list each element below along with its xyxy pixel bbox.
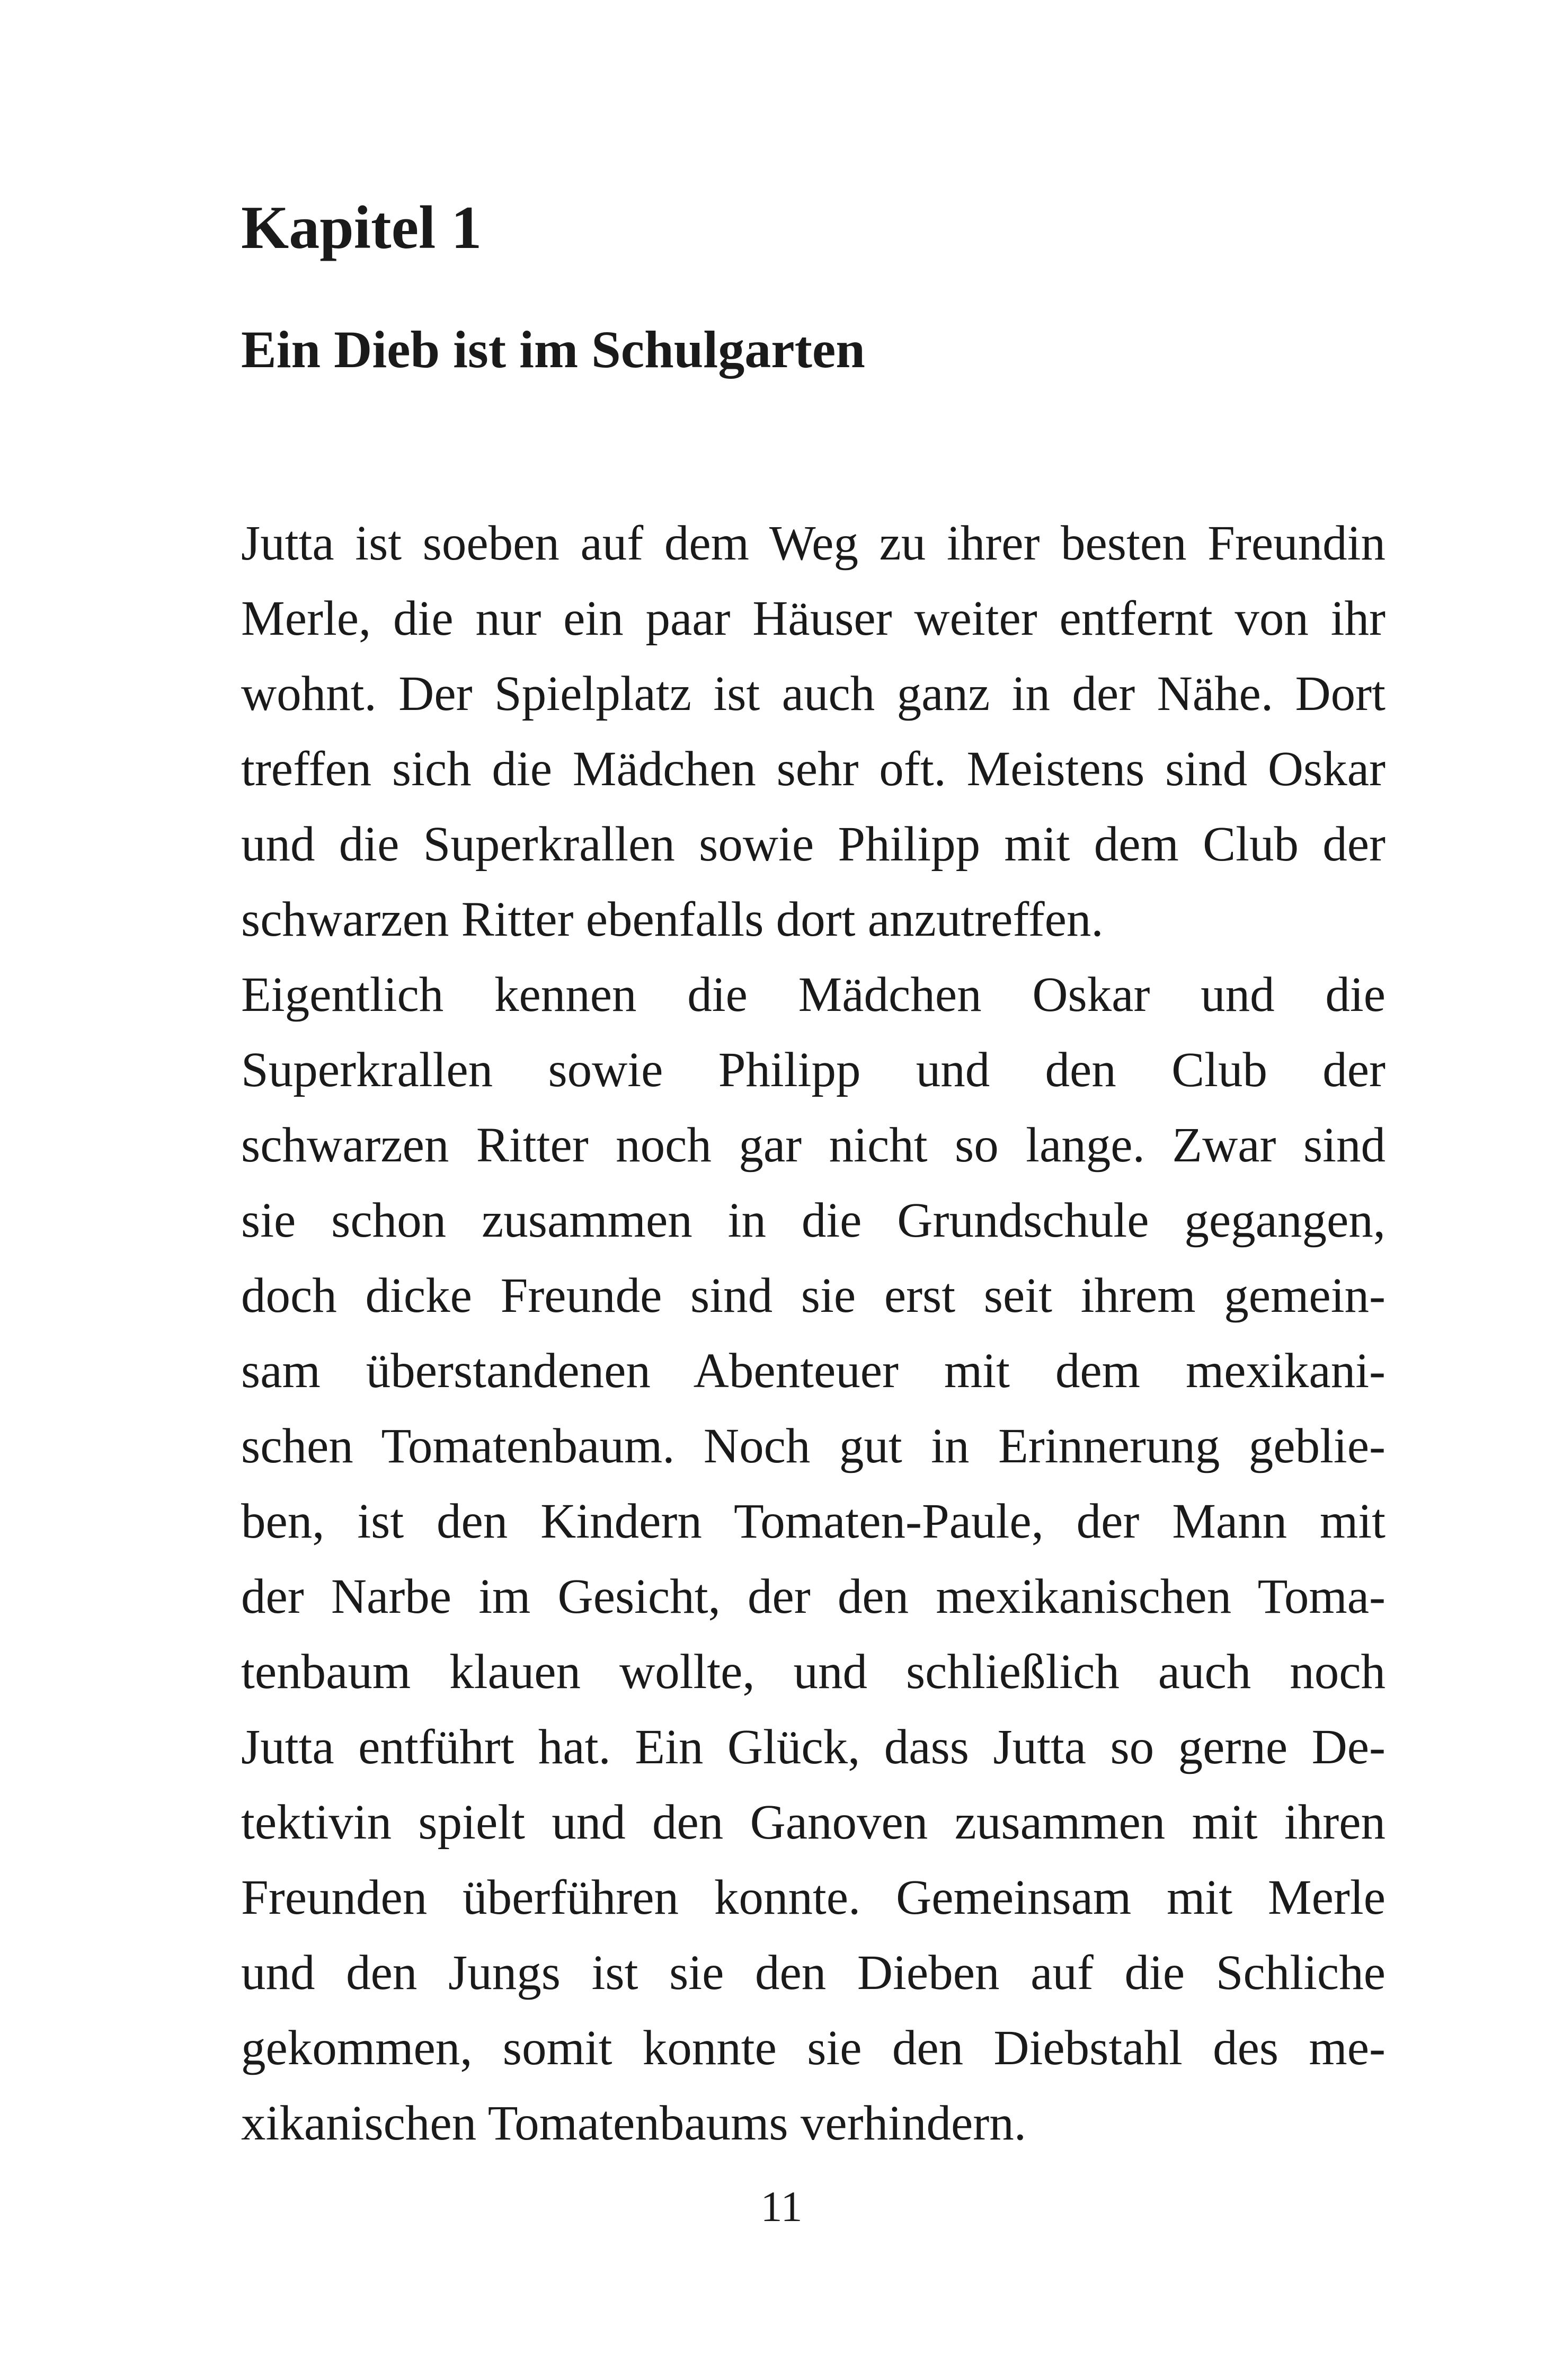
text-line: Jutta entführt hat. Ein Glück, dass Jutta so gerne De-: [241, 1720, 1386, 1774]
text-line: sie schon zusammen in die Grundschule gegangen,: [241, 1193, 1386, 1248]
text-line: tektivin spielt und den Ganoven zusammen mit ihren: [241, 1795, 1386, 1850]
text-line: und die Superkrallen sowie Philipp mit dem Club der: [241, 817, 1386, 872]
text-line: schwarzen Ritter ebenfalls dort anzutreffen.: [241, 892, 1104, 947]
chapter-title: Kapitel 1: [241, 194, 482, 262]
text-line: ben, ist den Kindern Tomaten-Paule, der Mann mit: [241, 1494, 1386, 1549]
text-line: Eigentlich kennen die Mädchen Oskar und die: [241, 967, 1386, 1022]
text-line: Freunden überführen konnte. Gemeinsam mit Merle: [241, 1870, 1386, 1925]
text-line: doch dicke Freunde sind sie erst seit ihrem gemein-: [241, 1268, 1386, 1323]
text-line: treffen sich die Mädchen sehr oft. Meistens sind Oskar: [241, 742, 1386, 796]
text-line: Jutta ist soeben auf dem Weg zu ihrer besten Freundin: [241, 516, 1386, 571]
chapter-subtitle: Ein Dieb ist im Schulgarten: [241, 320, 865, 379]
text-line: schen Tomatenbaum. Noch gut in Erinnerung geblie-: [241, 1419, 1386, 1473]
paragraph-2: [241, 957, 1386, 2161]
text-line: tenbaum klauen wollte, und schließlich auch noch: [241, 1645, 1386, 1699]
text-line: schwarzen Ritter noch gar nicht so lange. Zwar sind: [241, 1118, 1386, 1173]
page-number: 11: [760, 2182, 803, 2231]
text-line: xikanischen Tomatenbaums verhindern.: [241, 2096, 1026, 2151]
text-line: gekommen, somit konnte sie den Diebstahl des me-: [241, 2021, 1386, 2075]
text-line: sam überstandenen Abenteuer mit dem mexikani-: [241, 1344, 1386, 1398]
paragraph-1: [241, 506, 1386, 957]
text-line: und den Jungs ist sie den Dieben auf die Schliche: [241, 1946, 1386, 2000]
text-line: Merle, die nur ein paar Häuser weiter entfernt von ihr: [241, 591, 1386, 646]
text-line: Superkrallen sowie Philipp und den Club der: [241, 1043, 1386, 1097]
text-line: der Narbe im Gesicht, der den mexikanischen Toma-: [241, 1569, 1386, 1624]
body-text: [241, 506, 1386, 2161]
text-line: wohnt. Der Spielplatz ist auch ganz in der Nähe. Dort: [241, 667, 1386, 721]
